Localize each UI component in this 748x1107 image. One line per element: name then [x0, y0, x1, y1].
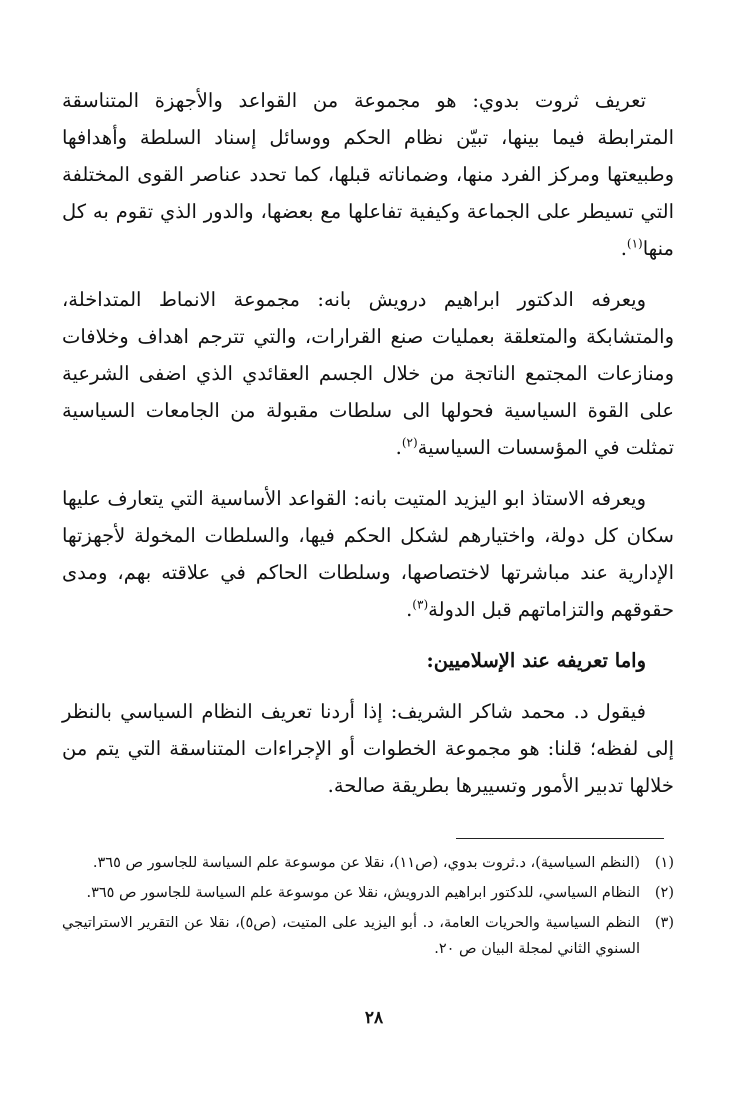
main-text	[62, 82, 674, 818]
footnotes	[62, 850, 674, 966]
footnote-number: (٢)	[654, 885, 674, 901]
footnote-3	[62, 910, 674, 962]
footnote-number: (٣)	[654, 915, 674, 931]
footnote-number: (١)	[654, 855, 674, 871]
footnote-divider	[456, 838, 664, 839]
footnote-ref-1[interactable]: (١)	[626, 236, 643, 251]
footnote-text: (النظم السياسية)، د.ثروت بدوي، (ص١١)، نقلا عن موسوعة علم السياسة للجاسور ص ٣٦٥.	[92, 855, 640, 871]
footnote-text: النظام السياسي، للدكتور ابراهيم الدرويش، نقلا عن موسوعة علم السياسة للجاسور ص ٣٦٥.	[86, 885, 640, 901]
footnote-ref-3[interactable]: (٣)	[412, 597, 429, 612]
paragraph-definition-darwish: ويعرفه الدكتور ابراهيم درويش بانه: مجموعة الانماط المتداخلة، والمتشابكة والمتعلقة بعمليات صنع القرارات، والتي تترجم اهداف وخلافات ومنازعات المجتمع الناتجة من خلال الجسم العقائدي الذي اضفى الشرعية على القوة السياسية فحولها الى سلطات مقبولة من الجامعات السياسية تمثلت في المؤسسات السياسية$^{(٢)}$.	[62, 288, 674, 459]
footnote-2	[62, 880, 674, 906]
paragraph-definition-alsharif: فيقول د. محمد شاكر الشريف: إذا أردنا تعريف النظام السياسي بالنظر إلى لفظه؛ قلنا: هو مجموعة الخطوات أو الإجراءات المتناسقة التي يتم من خلالها تدبير الأمور وتسييرها بطريقة صالحة.	[62, 700, 674, 797]
page-number: ٢٨	[364, 1008, 384, 1028]
footnote-ref-2[interactable]: (٢)	[401, 435, 418, 450]
paragraph-definition-badawi: تعريف ثروت بدوي: هو مجموعة من القواعد والأجهزة المتناسقة المترابطة فيما بينها، تبيّن نظام الحكم ووسائل إسناد السلطة وأهدافها وطبيعتها ومركز الفرد منها، وضماناته قبلها، كما تحدد عناصر القوى المختلفة التي تسيطر على الجماعة وكيفية تفاعلها مع بعضها، والدور الذي تقوم به كل منها$^{(١)}$.	[62, 89, 674, 260]
footnote-1	[62, 850, 674, 876]
paragraph-definition-almutit: ويعرفه الاستاذ ابو اليزيد المتيت بانه: القواعد الأساسية التي يتعارف عليها سكان كل دولة، واختيارهم لشكل الحكم فيها، والسلطات المخولة لأجهزتها الإدارية عند مباشرتها لاختصاصها، وسلطات الحاكم في علاقته بهم، ومدى حقوقهم والتزاماتهم قبل الدولة$^{(٣)}$.	[62, 487, 674, 621]
section-heading-islamic-definition: واما تعريفه عند الإسلاميين:	[426, 649, 646, 672]
footnote-text: النظم السياسية والحريات العامة، د. أبو اليزيد على المتيت، (ص٥)، نقلا عن التقرير الاستراتيجي السنوي الثاني لمجلة البيان ص ٢٠.	[62, 915, 640, 957]
